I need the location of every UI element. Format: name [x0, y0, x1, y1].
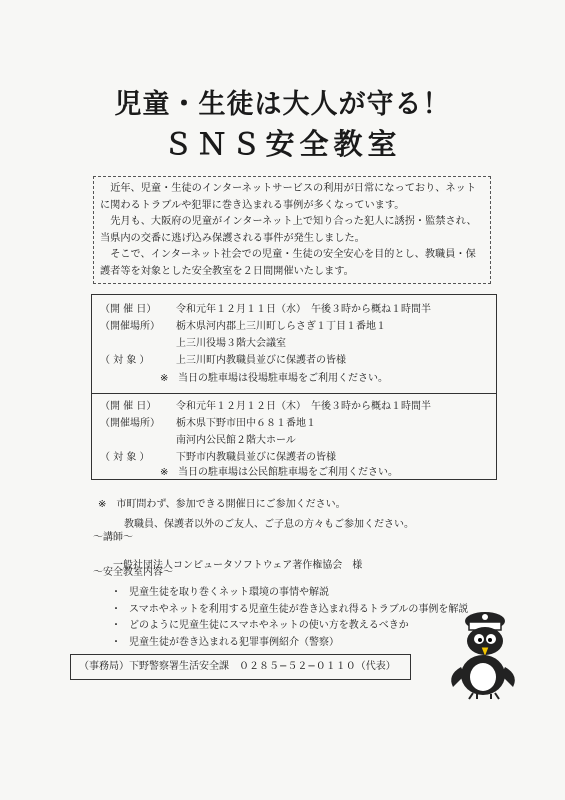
title-line-1: 児童・生徒は大人が守る！: [114, 89, 451, 120]
event-1: [92, 295, 496, 394]
parking-note: 当日の駐車場は役場駐車場をご利用ください。: [178, 373, 388, 384]
bullet-mark: ・: [111, 603, 121, 615]
general-note-2: 教職員、保護者以外のご友人、ご子息の方々もご参加ください。: [124, 519, 414, 530]
list-item: ・ 児童生徒を取り巻くネット環境の事情や解説: [111, 585, 468, 602]
date-value: 令和元年１２月１２日（木） 午後３時から概ね１時間半: [176, 401, 431, 412]
note-mark: ※: [98, 499, 107, 510]
content-heading: 〜安全教室内容〜: [93, 567, 173, 578]
bullet-mark: ・: [111, 620, 121, 631]
place-value: 栃木県下野市田中６８１番地１: [176, 418, 316, 429]
lecturer-name: 一般社団法人コンピュータソフトウェア著作権協会 様: [113, 560, 363, 571]
content-list: [111, 585, 468, 651]
bullet-mark: ・: [111, 587, 121, 598]
events-box: [91, 294, 497, 480]
bullet-mark: ・: [111, 636, 121, 648]
general-notes: [98, 495, 414, 535]
place-label: （開催場所）: [100, 321, 160, 332]
target-value: 下野市内教職員並びに保護者の皆様: [176, 452, 336, 463]
place-label: （開催場所）: [100, 418, 160, 429]
event-2: [92, 394, 496, 480]
title-line-2: ＳＮＳ安全教室: [163, 127, 402, 161]
intro-paragraph: そこで、インターネット社会での児童・生徒の安全安心を目的とし、教職員・保護者等を対象とした安全教室を２日間開催いたします。: [100, 249, 476, 277]
contact-box: （事務局）下野警察署生活安全課 ０２８５−５２−０１１０（代表）: [70, 654, 411, 680]
date-value: 令和元年１２月１１日（水） 午後３時から概ね１時間半: [176, 304, 431, 315]
intro-paragraph: 近年、児童・生徒のインターネットサービスの利用が日常になっており、ネットに関わるトラブルや犯罪に巻き込まれる事例が多くなっています。: [100, 183, 477, 211]
target-value: 上三川町内教職員並びに保護者の皆様: [176, 355, 346, 366]
list-item: ・ 児童生徒が巻き込まれる犯罪事例紹介（警察）: [111, 635, 468, 652]
target-label: （ 対 象 ）: [100, 355, 150, 366]
general-note-1: 市町問わず、参加できる開催日にご参加ください。: [116, 499, 346, 510]
note-mark: ※: [160, 467, 169, 478]
intro-box: [93, 176, 491, 284]
place-value-2: 上三川役場３階大会議室: [176, 338, 286, 349]
list-item: ・ スマホやネットを利用する児童生徒が巻き込まれ得るトラブルの事例を解説: [111, 602, 468, 619]
date-label: （開 催 日）: [100, 304, 157, 315]
intro-paragraph: 先月も、大阪府の児童がインターネット上で知り合った犯人に誘拐・監禁され、当県内の交番に逃げ込み保護される事件が発生しました。: [100, 216, 477, 244]
lecturer-heading: 〜講師〜: [93, 532, 133, 543]
place-value-2: 南河内公民館２階大ホール: [176, 435, 296, 446]
note-mark: ※: [160, 373, 169, 384]
list-item: ・ どのように児童生徒にスマホやネットの使い方を教えるべきか: [111, 618, 468, 635]
date-label: （開 催 日）: [100, 401, 157, 412]
place-value: 栃木県河内郡上三川町しらさぎ１丁目１番地１: [176, 321, 386, 332]
parking-note: 当日の駐車場は公民館駐車場をご利用ください。: [178, 467, 398, 478]
police-bird-mascot-icon: [443, 605, 523, 700]
target-label: （ 対 象 ）: [100, 452, 150, 463]
